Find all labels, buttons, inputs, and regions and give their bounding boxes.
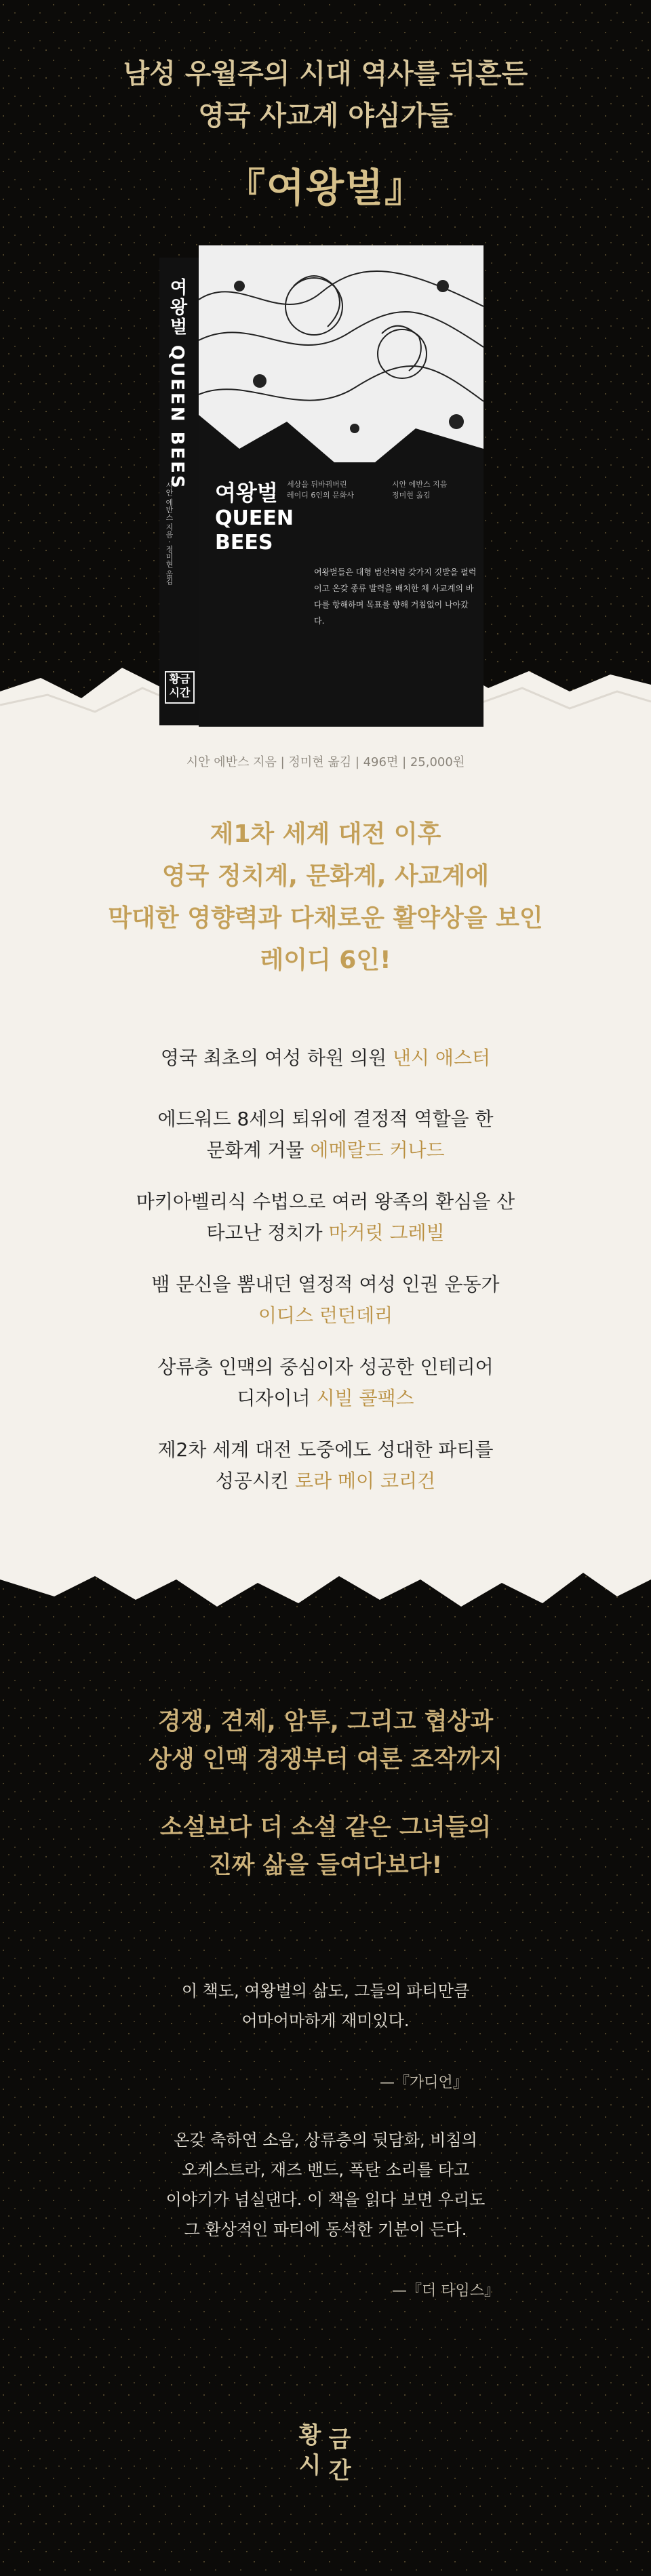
mid-line-2: 상생 인맥 경쟁부터 여론 조작까지 xyxy=(148,1746,503,1773)
lady-desc: 문화계 거물 xyxy=(206,1139,311,1161)
list-item xyxy=(0,1352,651,1414)
quote-line: 어마어마하게 재미있다. xyxy=(241,2011,410,2030)
logo-char: 간 xyxy=(328,2457,351,2484)
header-line-1: 남성 우월주의 시대 역사를 뒤흔든 xyxy=(123,58,528,89)
quote-line: 이야기가 넘실댄다. 이 책을 읽다 보면 우리도 xyxy=(165,2190,486,2209)
lady-desc: 마키아벨리식 수법으로 여러 왕족의 환심을 산 xyxy=(136,1190,515,1213)
book-spine xyxy=(159,258,199,725)
intro-line-1: 제1차 세계 대전 이후 xyxy=(210,820,441,848)
intro-line-2: 영국 정치계, 문화계, 사교계에 xyxy=(161,862,490,890)
lady-desc: 성공시킨 xyxy=(215,1470,295,1492)
lady-desc: 에드워드 8세의 퇴위에 결정적 역할을 한 xyxy=(157,1108,494,1130)
spine-publisher-logo: 황금 시간 xyxy=(165,671,195,704)
list-item xyxy=(0,1104,651,1166)
logo-char: 황 xyxy=(298,2422,321,2449)
cover-subtitle xyxy=(287,479,354,501)
lady-name: 이디스 런던데리 xyxy=(258,1304,393,1327)
lady-desc: 제2차 세계 대전 도중에도 성대한 파티를 xyxy=(157,1438,494,1461)
cover-korean-title: 여왕벌 xyxy=(215,480,278,506)
mid-headline-1 xyxy=(0,1703,651,1779)
mid-line-4: 진짜 삶을 들여다보다! xyxy=(208,1852,443,1879)
cover-english-title xyxy=(215,506,294,555)
quote-line: 오케스트라, 재즈 밴드, 폭탄 소리를 타고 xyxy=(181,2160,470,2179)
intro-headline xyxy=(0,813,651,982)
lady-name: 낸시 애스터 xyxy=(392,1047,491,1069)
review-quote-2 xyxy=(0,2125,651,2245)
lady-desc: 타고난 정치가 xyxy=(206,1222,329,1244)
intro-line-3: 막대한 영향력과 다채로운 활약상을 보인 xyxy=(108,904,543,932)
list-item xyxy=(0,1043,651,1074)
cover-subtitle-line-2: 레이디 6인의 문화사 xyxy=(287,491,354,500)
lady-name: 에메랄드 커나드 xyxy=(310,1139,445,1161)
cover-english-line-1: QUEEN xyxy=(215,506,294,530)
quote-line: 온갖 축하연 소음, 상류층의 뒷담화, 비침의 xyxy=(174,2131,477,2150)
review-source-2: —『더 타임스』 xyxy=(392,2282,500,2299)
book-cover-image xyxy=(159,245,485,733)
review-quote-1 xyxy=(0,1976,651,2036)
lady-name: 로라 메이 코리건 xyxy=(294,1470,436,1492)
lady-name: 시빌 콜팩스 xyxy=(316,1387,414,1409)
header-line-2: 영국 사교계 야심가들 xyxy=(198,100,453,132)
mid-line-3: 소설보다 더 소설 같은 그녀들의 xyxy=(159,1814,492,1841)
spine-title: 여왕벌 QUEEN BEES xyxy=(167,278,187,490)
logo-char: 시 xyxy=(298,2452,321,2479)
cover-english-line-2: BEES xyxy=(215,531,273,555)
mid-headline-2 xyxy=(0,1809,651,1885)
list-item xyxy=(0,1434,651,1497)
cover-subtitle-line-1: 세상을 뒤바꿔버린 xyxy=(287,480,347,489)
cover-illustration xyxy=(199,245,484,462)
cover-author: 시안 에반스 지음 xyxy=(392,480,448,489)
lady-desc: 디자이너 xyxy=(237,1387,317,1409)
lady-desc: 뱀 문신을 뽐내던 열정적 여성 인권 운동가 xyxy=(151,1273,500,1295)
cover-blurb: 여왕벌들은 대형 범선처럼 갖가지 깃발을 펄럭이고 온갖 종류 발력을 배치한 채 사교계의 바다를 항해하며 목표를 향해 거침없이 나아갔다. xyxy=(314,567,477,626)
list-item xyxy=(0,1269,651,1331)
quote-line: 이 책도, 여왕벌의 삶도, 그들의 파티만큼 xyxy=(181,1981,470,2000)
cover-translator: 정미현 옮김 xyxy=(392,491,431,500)
book-meta-info: 시안 에반스 지음 | 정미현 옮김 | 496면 | 25,000원 xyxy=(186,755,465,769)
spine-subtitle: 시안 에반스 지음 · 정미현 옮김 xyxy=(165,481,174,585)
quote-line: 그 환상적인 파티에 동석한 기분이 든다. xyxy=(184,2220,467,2239)
lady-desc: 상류층 인맥의 중심이자 성공한 인테리어 xyxy=(157,1356,494,1378)
book-front-cover xyxy=(199,245,484,727)
cover-credits xyxy=(392,479,447,501)
intro-line-4: 레이디 6인! xyxy=(260,946,391,974)
logo-char: 금 xyxy=(328,2426,351,2453)
book-title: 『여왕벌』 xyxy=(225,165,426,211)
list-item xyxy=(0,1186,651,1249)
mid-line-1: 경쟁, 견제, 암투, 그리고 협상과 xyxy=(157,1708,494,1735)
lady-name: 마거릿 그레빌 xyxy=(328,1222,445,1244)
lady-desc: 영국 최초의 여성 하원 의원 xyxy=(160,1047,393,1069)
review-source-1: —『가디언』 xyxy=(380,2074,468,2091)
publisher-logo xyxy=(296,2423,355,2505)
